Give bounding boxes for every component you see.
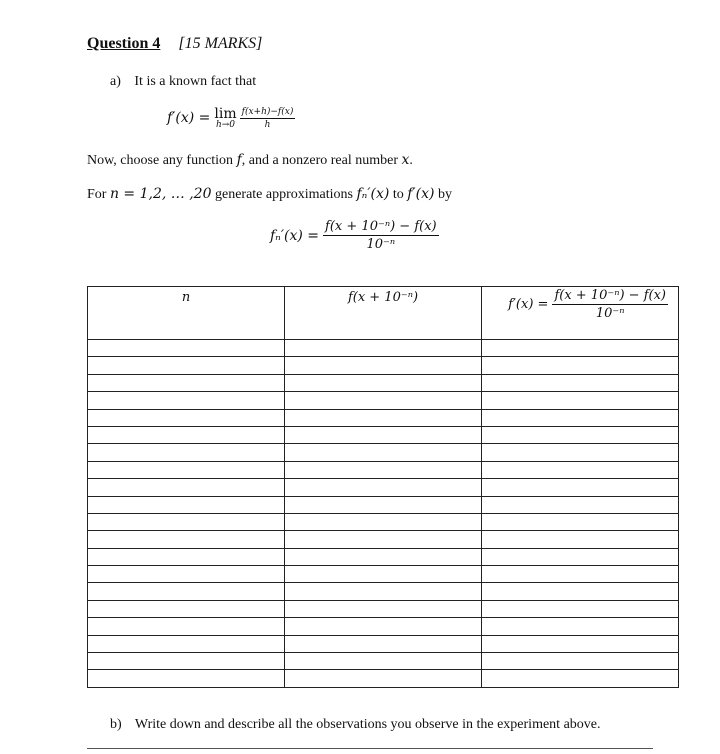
header-approximation-numerator: f(x + 10⁻ⁿ) − f(x) [554, 288, 666, 303]
table-cell [88, 444, 285, 461]
question-heading [87, 35, 262, 53]
header-approximation-lhs: f′(x) = [508, 297, 549, 312]
table-cell [482, 426, 679, 443]
table-row [88, 653, 679, 670]
table-cell [482, 618, 679, 635]
table-cell [285, 513, 482, 530]
table-cell [285, 392, 482, 409]
table-row [88, 392, 679, 409]
table-cell [88, 670, 285, 687]
table-cell [482, 374, 679, 391]
table-row [88, 409, 679, 426]
table-cell [88, 374, 285, 391]
table-cell [285, 357, 482, 374]
table-cell [285, 340, 482, 357]
approximation-denominator: 10⁻ⁿ [366, 237, 396, 252]
header-n [88, 287, 285, 340]
table-row [88, 426, 679, 443]
table-cell [88, 566, 285, 583]
table-cell [285, 409, 482, 426]
part-a-text: It is a known fact that [134, 74, 257, 89]
table-cell [285, 618, 482, 635]
instruction-1-text-c: . [409, 153, 413, 168]
table-cell [88, 496, 285, 513]
table-cell [482, 670, 679, 687]
table-cell [88, 583, 285, 600]
derivative-definition [167, 106, 295, 130]
results-table [87, 286, 679, 688]
header-approximation-fraction [552, 288, 668, 321]
table-cell [285, 600, 482, 617]
table-cell [285, 653, 482, 670]
header-n-text: n [181, 290, 191, 305]
table-cell [482, 357, 679, 374]
table-cell [482, 583, 679, 600]
table-cell [285, 426, 482, 443]
table-cell [88, 653, 285, 670]
limit-operator [214, 106, 236, 130]
difference-quotient-denominator: h [264, 119, 271, 130]
table-cell [285, 461, 482, 478]
approximation-fraction [323, 219, 439, 252]
instruction-2-range: n = 1,2, … ,20 [109, 186, 212, 202]
table-row [88, 479, 679, 496]
table-cell [285, 374, 482, 391]
approximation-lhs: fₙ′(x) = [270, 227, 320, 244]
question-marks: [15 MARKS] [178, 35, 263, 52]
question-number: Question 4 [87, 35, 161, 52]
table-cell [285, 583, 482, 600]
instruction-1-text-a: Now, choose any function [87, 153, 237, 168]
table-cell [285, 531, 482, 548]
table-cell [482, 340, 679, 357]
part-a-intro [110, 74, 256, 90]
table-cell [88, 392, 285, 409]
table-cell [285, 670, 482, 687]
table-cell [88, 409, 285, 426]
table-cell [482, 392, 679, 409]
instruction-2-fn: fₙ′(x) [356, 186, 390, 202]
header-approximation-denominator: 10⁻ⁿ [595, 306, 625, 321]
table-cell [88, 618, 285, 635]
table-cell [285, 635, 482, 652]
table-cell [482, 653, 679, 670]
instruction-2-text-a: For [87, 187, 110, 202]
table-row [88, 340, 679, 357]
table-cell [285, 444, 482, 461]
table-cell [88, 600, 285, 617]
instruction-choose-function [87, 152, 413, 169]
table-row [88, 461, 679, 478]
table-row [88, 600, 679, 617]
answer-line [87, 748, 653, 749]
table-cell [482, 444, 679, 461]
table-cell [285, 548, 482, 565]
table-row [88, 566, 679, 583]
table-cell [88, 340, 285, 357]
table-row [88, 513, 679, 530]
table-row [88, 531, 679, 548]
table-cell [88, 461, 285, 478]
header-approximation-formula [482, 287, 678, 321]
table-cell [285, 566, 482, 583]
header-f-shift-text: f(x + 10⁻ⁿ) [347, 290, 419, 305]
instruction-1-x: x [401, 152, 410, 168]
difference-quotient [240, 107, 296, 130]
part-b-question [110, 717, 601, 733]
table-cell [285, 479, 482, 496]
table-cell [88, 635, 285, 652]
instruction-2-text-c: to [389, 187, 408, 202]
table-cell [482, 548, 679, 565]
table-row [88, 444, 679, 461]
table-row [88, 496, 679, 513]
table-cell [482, 496, 679, 513]
table-cell [88, 548, 285, 565]
approximation-numerator: f(x + 10⁻ⁿ) − f(x) [325, 219, 437, 234]
table-cell [482, 531, 679, 548]
instruction-2-fprime: f′(x) [407, 186, 435, 202]
table-row [88, 670, 679, 687]
table-header-row [88, 287, 679, 340]
part-b-text: Write down and describe all the observations you observe in the experiment above. [134, 717, 601, 732]
limit-word: lim [214, 106, 237, 122]
table-cell [482, 513, 679, 530]
table-row [88, 618, 679, 635]
instruction-2-text-d: by [434, 187, 452, 202]
table-row [88, 548, 679, 565]
table-cell [482, 635, 679, 652]
table-cell [88, 479, 285, 496]
table-cell [482, 409, 679, 426]
limit-subscript: h→0 [215, 120, 236, 130]
table-row [88, 357, 679, 374]
table-cell [482, 566, 679, 583]
part-b-label: b) [110, 717, 122, 732]
table-cell [88, 531, 285, 548]
table-row [88, 583, 679, 600]
header-approximation [482, 287, 679, 340]
table-cell [88, 426, 285, 443]
table-cell [88, 513, 285, 530]
table-row [88, 374, 679, 391]
part-a-label: a) [110, 74, 121, 89]
table-cell [482, 600, 679, 617]
instruction-1-text-b: , and a nonzero real number [241, 153, 402, 168]
table-cell [285, 496, 482, 513]
table-row [88, 635, 679, 652]
table-cell [482, 461, 679, 478]
difference-quotient-numerator: f(x+h)−f(x) [241, 106, 294, 117]
table-cell [88, 357, 285, 374]
approximation-formula [270, 219, 439, 252]
derivative-lhs: f′(x) = [167, 110, 211, 126]
table-cell [482, 479, 679, 496]
instruction-1-f: f [236, 152, 242, 168]
header-f-shift [285, 287, 482, 340]
instruction-generate [87, 186, 452, 203]
instruction-2-text-b: generate approximations [211, 187, 357, 202]
